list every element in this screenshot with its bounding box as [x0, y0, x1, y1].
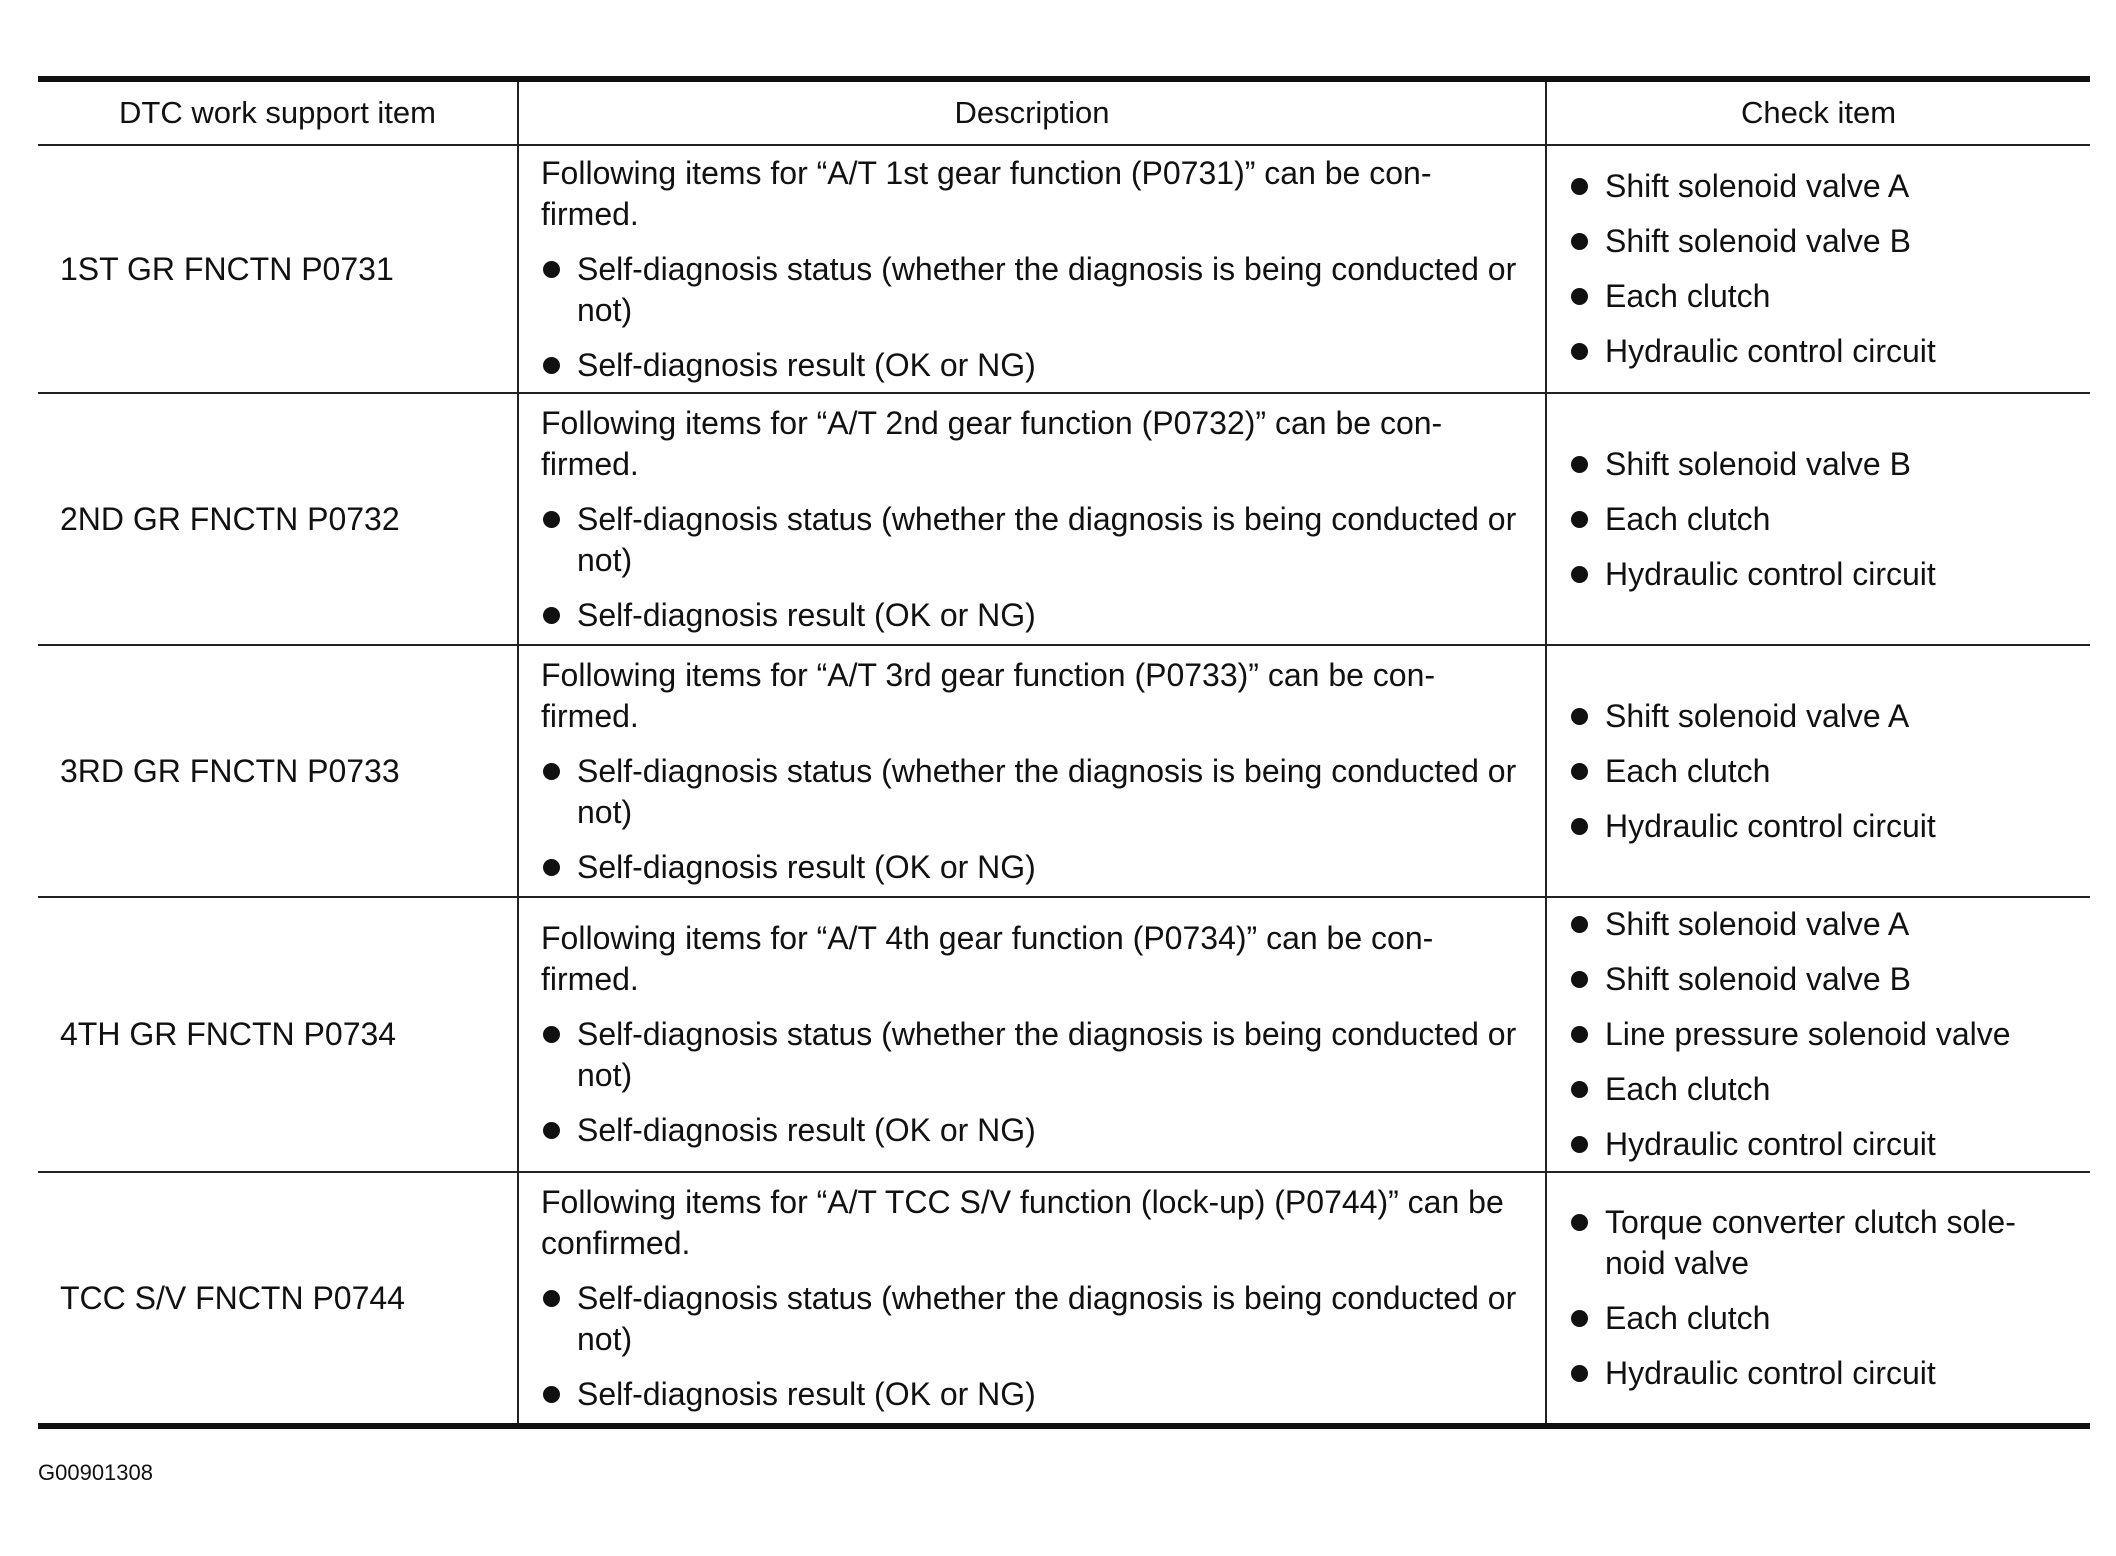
description-cell [518, 897, 1546, 1172]
description-list [541, 1278, 1527, 1415]
list-item [1569, 444, 2078, 485]
bullet-icon [1571, 708, 1588, 725]
list-item-text: Shift solenoid valve B [1605, 223, 1911, 259]
check-item-list [1569, 166, 2078, 372]
description-intro: Following items for “A/T 3rd gear function (P0733)” can be con- firmed. [541, 656, 1436, 734]
check-item-list [1569, 1202, 2078, 1394]
description-intro: Following items for “A/T 1st gear function (P0731)” can be con- firmed. [541, 154, 1432, 232]
description-cell [518, 393, 1546, 645]
description-list [541, 1014, 1527, 1151]
list-item-text: Self-diagnosis result (OK or NG) [577, 1112, 1036, 1148]
check-item-cell [1546, 645, 2090, 897]
list-item-text: Line pressure solenoid valve [1605, 1016, 2011, 1052]
bullet-icon [1571, 233, 1588, 250]
list-item [541, 1110, 1527, 1151]
list-item-text: Shift solenoid valve A [1605, 168, 1910, 204]
header-description: Description [518, 79, 1546, 145]
list-item [541, 847, 1527, 888]
list-item [1569, 331, 2078, 372]
description-cell [518, 145, 1546, 393]
list-item [1569, 1014, 2078, 1055]
list-item-text: Each clutch [1605, 1071, 1771, 1107]
bullet-icon [1571, 456, 1588, 473]
list-item-text: Self-diagnosis result (OK or NG) [577, 848, 1036, 885]
bullet-icon [1571, 818, 1588, 835]
check-item-cell [1546, 393, 2090, 645]
list-item [541, 1374, 1527, 1415]
work-support-item: TCC S/V FNCTN P0744 [38, 1172, 518, 1426]
bullet-icon [543, 859, 560, 876]
check-item-cell [1546, 897, 2090, 1172]
work-support-item: 3RD GR FNCTN P0733 [38, 645, 518, 897]
list-item-text: Shift solenoid valve B [1605, 445, 1911, 482]
list-item-text: Each clutch [1605, 752, 1771, 789]
list-item [541, 249, 1527, 331]
list-item-text: Hydraulic control circuit [1605, 1126, 1936, 1162]
bullet-icon [543, 1122, 560, 1139]
list-item [1569, 904, 2078, 945]
list-item-text: Self-diagnosis status (whether the diagnosis is being conducted or not) [577, 1016, 1517, 1093]
bullet-icon [1571, 763, 1588, 780]
list-item [541, 751, 1527, 833]
list-item [1569, 166, 2078, 207]
work-support-item: 2ND GR FNCTN P0732 [38, 393, 518, 645]
table-row [38, 897, 2090, 1172]
check-item-list [1569, 444, 2078, 595]
bullet-icon [1571, 178, 1588, 195]
bullet-icon [1571, 566, 1588, 583]
description-list [541, 499, 1527, 636]
list-item [1569, 276, 2078, 317]
bullet-icon [1571, 1081, 1588, 1098]
list-item [1569, 959, 2078, 1000]
header-dtc-work-support-item: DTC work support item [38, 79, 518, 145]
list-item [1569, 1124, 2078, 1165]
list-item [541, 595, 1527, 636]
list-item-text: Hydraulic control circuit [1605, 807, 1936, 844]
list-item-text: Self-diagnosis result (OK or NG) [577, 1375, 1036, 1412]
description-intro: Following items for “A/T 2nd gear function (P0732)” can be con- firmed. [541, 404, 1443, 482]
list-item-text: Hydraulic control circuit [1605, 333, 1936, 369]
bullet-icon [543, 607, 560, 624]
list-item [1569, 696, 2078, 737]
list-item [1569, 806, 2078, 847]
bullet-icon [1571, 1214, 1588, 1231]
dtc-work-support-table [38, 76, 2090, 1429]
work-support-item: 1ST GR FNCTN P0731 [38, 145, 518, 393]
bullet-icon [543, 1290, 560, 1307]
table-row [38, 145, 2090, 393]
bullet-icon [1571, 288, 1588, 305]
bullet-icon [543, 511, 560, 528]
list-item-text: Shift solenoid valve B [1605, 961, 1911, 997]
description-cell [518, 1172, 1546, 1426]
description-list [541, 249, 1527, 386]
bullet-icon [1571, 1310, 1588, 1327]
check-item-cell [1546, 1172, 2090, 1426]
list-item-text: Each clutch [1605, 1300, 1771, 1336]
bullet-icon [1571, 1365, 1588, 1382]
header-check-item: Check item [1546, 79, 2090, 145]
description-intro: Following items for “A/T TCC S/V function (lock-up) (P0744)” can be confirmed. [541, 1183, 1504, 1261]
list-item-text: Self-diagnosis status (whether the diagnosis is being conducted or not) [577, 500, 1517, 578]
list-item [1569, 1298, 2078, 1339]
bullet-icon [1571, 511, 1588, 528]
list-item [541, 1014, 1527, 1096]
table-header-row [38, 79, 2090, 145]
table-row [38, 393, 2090, 645]
description-intro: Following items for “A/T 4th gear function (P0734)” can be con- firmed. [541, 920, 1434, 997]
figure-code: G00901308 [38, 1460, 153, 1485]
list-item-text: Shift solenoid valve A [1605, 906, 1910, 942]
list-item [1569, 751, 2078, 792]
table-row [38, 645, 2090, 897]
list-item-text: Self-diagnosis status (whether the diagnosis is being conducted or not) [577, 250, 1517, 328]
list-item-text: Self-diagnosis status (whether the diagnosis is being conducted or not) [577, 752, 1517, 830]
list-item [541, 345, 1527, 386]
bullet-icon [1571, 1136, 1588, 1153]
list-item [541, 1278, 1527, 1360]
list-item [1569, 1202, 2078, 1284]
list-item [1569, 1353, 2078, 1394]
list-item [1569, 1069, 2078, 1110]
list-item-text: Each clutch [1605, 500, 1771, 537]
list-item [1569, 499, 2078, 540]
list-item-text: Hydraulic control circuit [1605, 1355, 1936, 1391]
list-item-text: Shift solenoid valve A [1605, 697, 1910, 734]
bullet-icon [1571, 343, 1588, 360]
list-item-text: Self-diagnosis result (OK or NG) [577, 596, 1036, 633]
description-cell [518, 645, 1546, 897]
list-item [1569, 221, 2078, 262]
bullet-icon [1571, 971, 1588, 988]
check-item-list [1569, 696, 2078, 847]
bullet-icon [1571, 916, 1588, 933]
bullet-icon [543, 1026, 560, 1043]
list-item [1569, 554, 2078, 595]
bullet-icon [543, 763, 560, 780]
work-support-item: 4TH GR FNCTN P0734 [38, 897, 518, 1172]
check-item-list [1569, 904, 2078, 1165]
description-list [541, 751, 1527, 888]
list-item-text: Each clutch [1605, 278, 1771, 314]
check-item-cell [1546, 145, 2090, 393]
bullet-icon [543, 261, 560, 278]
list-item-text: Torque converter clutch sole- noid valve [1605, 1204, 2016, 1281]
list-item-text: Hydraulic control circuit [1605, 555, 1936, 592]
bullet-icon [543, 1386, 560, 1403]
list-item-text: Self-diagnosis status (whether the diagnosis is being conducted or not) [577, 1279, 1517, 1357]
bullet-icon [1571, 1026, 1588, 1043]
bullet-icon [543, 357, 560, 374]
list-item-text: Self-diagnosis result (OK or NG) [577, 346, 1036, 383]
table-row [38, 1172, 2090, 1426]
list-item [541, 499, 1527, 581]
